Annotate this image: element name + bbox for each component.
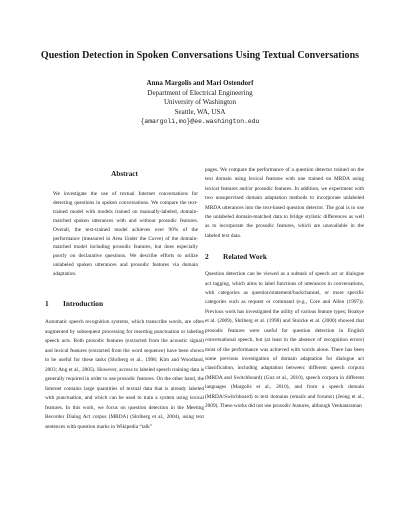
related-work-text: Question detection can be viewed as a subtask of speech act or dialogue act tagging, which aims to label functions of utterances in conversations, with categories as question/statement/backchannel, or more specific categories such as request or command (e.g., Core and Allen (1997)). Previous work has investigated the utility of various feature types; Boakye et al. (2009), Shriberg et al. (1998) and Stolcke et al. (2000) showed that prosodic features were useful for question detection in English conversational speech, but (at least in the absence of recognition errors) most of the performance was achieved with words alone. There has been some previous investigation of domain adaptation for dialogue act classification, including adaptation between: different speech corpora (MRDA and Switchboard) (Guz et al., 2010), speech corpora in different languages (Margolis et al., 2010), and from a speech domain (MRDA/Switchboard) to text domains (emails and forums) (Jeong et al., 2009). These works did not use prosodic features, although Venkataraman (205, 271, 364, 409)
section-number: 2 (205, 252, 209, 262)
right-column (205, 166, 364, 411)
author-block (0, 79, 400, 127)
section-title: Related Work (223, 252, 268, 262)
section-title: Introduction (63, 299, 104, 309)
paper-title: Question Detection in Spoken Conversations Using Textual Conversations (40, 50, 360, 61)
introduction-continued-text: pages. We compare the performance of a question detector trained on the text domain using lexical features with one trained on MRDA using lexical features and/or prosodic features. In addition, we experiment with two unsupervised domain adaptation methods to incorporate unlabeled MRDA utterances into the text-based question detector. The goal is to use the unlabeled domain-matched data to bridge stylistic differences as well as to incorporate the prosodic features, which are unavailable in the labeled text data. (205, 167, 364, 239)
author-email: {amargoli,mo}@ee.washington.edu (140, 118, 260, 126)
affiliation: Department of Electrical Engineering (147, 88, 253, 97)
abstract-heading: Abstract (111, 170, 138, 178)
location: Seattle, WA, USA (174, 107, 226, 116)
section-number: 1 (45, 299, 49, 309)
author-names: Anna Margolis and Mari Ostendorf (146, 79, 254, 87)
section-heading-related-work (205, 252, 364, 261)
section-heading-introduction (45, 299, 204, 308)
introduction-text: Automatic speech recognition systems, which transcribe words, are often augmented by subsequent processing for inserting punctuation or labeling speech acts. Both prosodic features (extracted from the acoustic signal) and lexical features (extracted from the word sequence) have been shown to be useful for these tasks (Shriberg et al., 1998; Kim and Woodland, 2003; Ang et al., 2005). However, access to labeled speech training data is generally required in order to use prosodic features. On the other hand, the Internet contains large quantities of textual data that is already labeled with punctuation, and which can be used to train a system using lexical features. In this work, we focus on question detection in the Meeting Recorder Dialog Act corpus (MRDA) (Shriberg et al., 2004), using text sentences with question marks in Wikipedia “talk” (45, 319, 204, 430)
left-column (45, 166, 204, 432)
abstract-text: We investigate the use of textual Internet conversations for detecting questions in spoken conversations. We compare the text-trained model with models trained on manually-labeled, domain-matched spoken utterances with and without prosodic features. Overall, the text-trained model achieves over 90% of the performance (measured in Area Under the Curve) of the domain-matched model including prosodic features, but does especially poorly on declarative questions. We describe efforts to utilize unlabeled spoken utterances and prosodic features via domain adaptation. (53, 191, 198, 278)
university: University of Washington (163, 98, 237, 107)
